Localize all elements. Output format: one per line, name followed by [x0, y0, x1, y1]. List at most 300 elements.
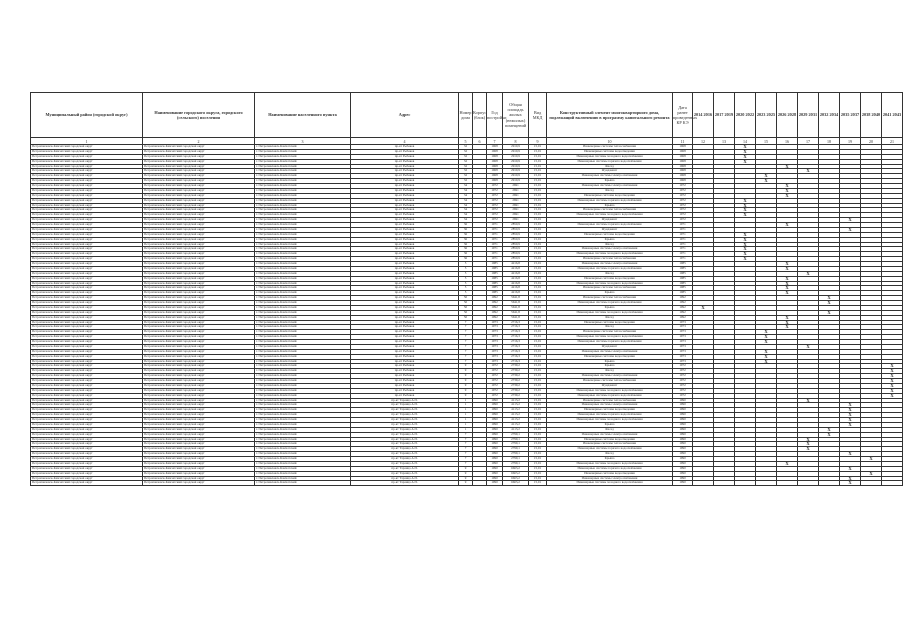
table-cell: г. Петропавловск-Камчатский	[255, 184, 351, 189]
table-cell: Петропавловск-Камчатский городской округ	[143, 252, 255, 257]
table-cell: 1990	[487, 413, 503, 418]
table-cell: 15,01	[529, 476, 547, 481]
table-cell: 1992	[673, 296, 693, 301]
period-mark: X	[735, 252, 756, 257]
period-mark: X	[777, 461, 798, 466]
table-cell: 9	[459, 364, 473, 369]
column-number: 9	[529, 138, 547, 145]
table-cell: 1985	[487, 266, 503, 271]
table-cell: Петропавловск-Камчатский городской округ	[31, 344, 143, 349]
table-cell: г. Петропавловск-Камчатский	[255, 413, 351, 418]
table-cell: Петропавловск-Камчатский городской округ	[31, 481, 143, 486]
table-cell: г. Петропавловск-Камчатский	[255, 379, 351, 384]
table-cell: Фасад	[547, 242, 673, 247]
period-mark: X	[735, 237, 756, 242]
table-cell: 1990	[487, 408, 503, 413]
table-cell: пр-кт Рыбаков	[351, 174, 459, 179]
table-cell: 2910,9	[503, 164, 529, 169]
table-cell: Петропавловск-Камчатский городской округ	[31, 257, 143, 262]
table-cell: 2799,1	[503, 457, 529, 462]
table-cell: 15,01	[529, 344, 547, 349]
table-cell: Петропавловск-Камчатский городской округ	[31, 427, 143, 432]
table-cell: 1973	[673, 359, 693, 364]
table-cell: 1985	[673, 286, 693, 291]
period-mark: X	[777, 286, 798, 291]
table-cell: Инженерные системы горячего водоснабжения	[547, 266, 673, 271]
table-cell: г. Петропавловск-Камчатский	[255, 291, 351, 296]
table-cell: 15,01	[529, 291, 547, 296]
table-cell: г. Петропавловск-Камчатский	[255, 179, 351, 184]
table-cell: 1971	[673, 242, 693, 247]
table-cell: Крыша	[547, 237, 673, 242]
period-mark: X	[882, 388, 903, 393]
table-cell: пр-кт Таранца А.П.	[351, 422, 459, 427]
table-cell: 2850,9	[503, 227, 529, 232]
table-cell: Петропавловск-Камчатский городской округ	[31, 369, 143, 374]
table-cell: Петропавловск-Камчатский городской округ	[31, 247, 143, 252]
table-cell: 1990	[487, 461, 503, 466]
table-cell: 1968	[487, 179, 503, 184]
table-cell: Инженерные системы горячего водоснабжения	[547, 340, 673, 345]
table-cell: г. Петропавловск-Камчатский	[255, 364, 351, 369]
table-cell: 7	[459, 349, 473, 354]
table-cell	[473, 481, 487, 486]
table-cell: г. Петропавловск-Камчатский	[255, 223, 351, 228]
table-cell: 2850,9	[503, 242, 529, 247]
table-cell: Петропавловск-Камчатский городской округ	[31, 422, 143, 427]
period-cell	[798, 481, 819, 486]
table-cell: Инженерные системы теплоснабжения	[547, 296, 673, 301]
table-cell: пр-кт Рыбаков	[351, 213, 459, 218]
table-cell: Петропавловск-Камчатский городской округ	[31, 374, 143, 379]
table-cell: пр-кт Рыбаков	[351, 218, 459, 223]
table-cell: 1972	[487, 369, 503, 374]
table-cell: 1972	[487, 208, 503, 213]
table-cell: Инженерные системы теплоснабжения	[547, 442, 673, 447]
table-cell: 1990	[487, 442, 503, 447]
table-cell: 2850,9	[503, 247, 529, 252]
period-mark: X	[735, 247, 756, 252]
table-cell: 15,01	[529, 442, 547, 447]
table-cell: Инженерные системы водоотведения	[547, 193, 673, 198]
table-cell: 1972	[673, 364, 693, 369]
table-cell: 15,01	[529, 159, 547, 164]
table-cell: Петропавловск-Камчатский городской округ	[143, 349, 255, 354]
table-cell: 50	[459, 296, 473, 301]
period-mark: X	[735, 213, 756, 218]
column-number: 4	[351, 138, 459, 145]
table-cell: Петропавловск-Камчатский городской округ	[31, 403, 143, 408]
table-cell: г. Петропавловск-Камчатский	[255, 281, 351, 286]
table-cell: Петропавловск-Камчатский городской округ	[31, 320, 143, 325]
column-number: 2	[143, 138, 255, 145]
table-cell: г. Петропавловск-Камчатский	[255, 427, 351, 432]
table-cell: г. Петропавловск-Камчатский	[255, 442, 351, 447]
column-header: Наименование городского округа, городского (сельского) поселения	[143, 93, 255, 138]
table-cell: 2716,3	[503, 344, 529, 349]
table-cell: г. Петропавловск-Камчатский	[255, 369, 351, 374]
table-cell: 1972	[487, 184, 503, 189]
table-cell: 7	[459, 354, 473, 359]
table-cell: г. Петропавловск-Камчатский	[255, 188, 351, 193]
table-cell: 15,01	[529, 340, 547, 345]
table-cell: г. Петропавловск-Камчатский	[255, 476, 351, 481]
table-cell: 15,01	[529, 242, 547, 247]
table-cell: Петропавловск-Камчатский городской округ	[143, 218, 255, 223]
table-cell: 36	[459, 232, 473, 237]
table-cell: Петропавловск-Камчатский городской округ	[31, 393, 143, 398]
table-cell: Петропавловск-Камчатский городской округ	[31, 296, 143, 301]
table-cell: Петропавловск-Камчатский городской округ	[31, 164, 143, 169]
table-cell: 2850,9	[503, 237, 529, 242]
table-cell: пр-кт Таранца А.П.	[351, 432, 459, 437]
table-cell: 1	[459, 422, 473, 427]
table-cell: Петропавловск-Камчатский городской округ	[143, 198, 255, 203]
table-cell: 4216,8	[503, 266, 529, 271]
column-header: Вид МКД	[529, 93, 547, 138]
period-cell	[756, 481, 777, 486]
table-cell: 2739,2	[503, 393, 529, 398]
table-cell: 1990	[673, 481, 693, 486]
period-cell	[714, 481, 735, 486]
table-cell: Петропавловск-Камчатский городской округ	[143, 481, 255, 486]
table-cell: 32	[459, 145, 473, 150]
table-cell: 15,01	[529, 266, 547, 271]
period-mark: X	[840, 481, 861, 486]
column-header: 2041 2043	[882, 93, 903, 138]
table-cell: 4216,8	[503, 262, 529, 267]
table-cell: Петропавловск-Камчатский городской округ	[143, 325, 255, 330]
table-cell: Петропавловск-Камчатский городской округ	[31, 218, 143, 223]
table-cell: 1985	[673, 281, 693, 286]
table-cell: 4113,2	[503, 403, 529, 408]
table-cell: 1985	[673, 266, 693, 271]
table-cell: 1990	[673, 457, 693, 462]
table-cell: 1973	[487, 354, 503, 359]
period-mark: X	[693, 305, 714, 310]
table-cell: 7	[459, 452, 473, 457]
table-cell: 4216,8	[503, 276, 529, 281]
table-cell: 15,01	[529, 398, 547, 403]
table-cell: 1990	[487, 427, 503, 432]
table-cell: Петропавловск-Камчатский городской округ	[143, 247, 255, 252]
table-body	[31, 145, 903, 486]
table-cell: 15,01	[529, 281, 547, 286]
table-cell: г. Петропавловск-Камчатский	[255, 305, 351, 310]
column-header: 2014 2016	[693, 93, 714, 138]
column-number: 7	[487, 138, 503, 145]
period-mark: X	[777, 262, 798, 267]
period-mark: X	[777, 184, 798, 189]
period-mark: X	[798, 442, 819, 447]
table-cell: 1971	[673, 252, 693, 257]
table-cell: 7	[459, 359, 473, 364]
table-cell: Петропавловск-Камчатский городской округ	[143, 223, 255, 228]
table-cell: 15,01	[529, 393, 547, 398]
table-cell: 15,01	[529, 188, 547, 193]
table-cell: пр-кт Рыбаков	[351, 262, 459, 267]
table-cell: Инженерные системы электроснабжения	[547, 184, 673, 189]
table-cell: Петропавловск-Камчатский городской округ	[143, 266, 255, 271]
table-cell: 15,01	[529, 310, 547, 315]
table-cell: 2691	[503, 198, 529, 203]
column-number: 3	[255, 138, 351, 145]
table-cell: 15,01	[529, 179, 547, 184]
table-cell: 1971	[487, 242, 503, 247]
table-cell: пр-кт Рыбаков	[351, 286, 459, 291]
period-mark: X	[861, 457, 882, 462]
table-cell: 7	[459, 437, 473, 442]
period-mark: X	[840, 422, 861, 427]
period-mark: X	[735, 203, 756, 208]
table-cell: Инженерные системы электроснабжения	[547, 403, 673, 408]
table-cell: пр-кт Рыбаков	[351, 340, 459, 345]
table-cell: 1971	[487, 257, 503, 262]
period-mark: X	[819, 432, 840, 437]
table-cell: 5	[459, 281, 473, 286]
table-cell: 15,01	[529, 262, 547, 267]
table-cell: 1	[459, 398, 473, 403]
table-cell: 1985	[487, 271, 503, 276]
table-cell: 2850,9	[503, 232, 529, 237]
table-cell: Инженерные системы электроснабжения	[547, 476, 673, 481]
table-cell: Инженерные системы теплоснабжения	[547, 330, 673, 335]
table-cell: 1973	[487, 340, 503, 345]
table-cell: 9	[459, 476, 473, 481]
table-cell: 36	[459, 227, 473, 232]
period-mark: X	[777, 325, 798, 330]
table-cell: Петропавловск-Камчатский городской округ	[31, 418, 143, 423]
table-cell: 1972	[487, 374, 503, 379]
table-cell: 1972	[673, 198, 693, 203]
table-cell: Петропавловск-Камчатский городской округ	[143, 403, 255, 408]
table-cell: Петропавловск-Камчатский городской округ	[143, 276, 255, 281]
table-cell: Фасад	[547, 164, 673, 169]
table-cell: пр-кт Рыбаков	[351, 159, 459, 164]
period-mark: X	[798, 398, 819, 403]
table-cell: 9	[459, 393, 473, 398]
table-cell: Инженерные системы холодного водоснабжения	[547, 461, 673, 466]
table-cell: пр-кт Таранца А.П.	[351, 457, 459, 462]
table-cell: 2739,2	[503, 369, 529, 374]
table-cell: Инженерные системы теплоснабжения	[547, 208, 673, 213]
table-cell: 7	[459, 461, 473, 466]
table-cell: Крыша	[547, 179, 673, 184]
column-number: 19	[840, 138, 861, 145]
table-cell: г. Петропавловск-Камчатский	[255, 388, 351, 393]
table-cell: Петропавловск-Камчатский городской округ	[31, 457, 143, 462]
table-cell: 1972	[673, 374, 693, 379]
table-cell: г. Петропавловск-Камчатский	[255, 242, 351, 247]
table-cell: Петропавловск-Камчатский городской округ	[143, 344, 255, 349]
table-cell: пр-кт Рыбаков	[351, 383, 459, 388]
table-cell: 2716,3	[503, 354, 529, 359]
period-mark: X	[861, 471, 882, 476]
table-cell: Петропавловск-Камчатский городской округ	[31, 335, 143, 340]
table-cell: 15,01	[529, 198, 547, 203]
table-cell: г. Петропавловск-Камчатский	[255, 325, 351, 330]
table-cell: 1968	[673, 169, 693, 174]
table-cell: Петропавловск-Камчатский городской округ	[31, 408, 143, 413]
table-cell: Петропавловск-Камчатский городской округ	[143, 466, 255, 471]
table-cell: 34	[459, 213, 473, 218]
table-cell: 15,01	[529, 232, 547, 237]
table-cell: 32	[459, 174, 473, 179]
table-cell: г. Петропавловск-Камчатский	[255, 301, 351, 306]
table-cell: 1990	[673, 476, 693, 481]
table-cell: 1972	[673, 208, 693, 213]
table-cell: 15,01	[529, 286, 547, 291]
table-cell: Инженерные системы горячего водоснабжения	[547, 301, 673, 306]
table-cell: г. Петропавловск-Камчатский	[255, 286, 351, 291]
table-cell: 15,01	[529, 452, 547, 457]
period-mark: X	[735, 159, 756, 164]
table-cell: 5	[459, 276, 473, 281]
table-cell: 15,01	[529, 418, 547, 423]
table-cell: Петропавловск-Камчатский городской округ	[31, 310, 143, 315]
table-cell: пр-кт Рыбаков	[351, 393, 459, 398]
table-cell: Петропавловск-Камчатский городской округ	[31, 237, 143, 242]
table-cell: пр-кт Рыбаков	[351, 203, 459, 208]
table-cell: 32	[459, 179, 473, 184]
table-cell: 34	[459, 218, 473, 223]
table-cell: 1990	[487, 418, 503, 423]
table-cell: Петропавловск-Камчатский городской округ	[143, 159, 255, 164]
table-cell: 1971	[673, 247, 693, 252]
table-cell: Фасад	[547, 369, 673, 374]
table-cell: г. Петропавловск-Камчатский	[255, 432, 351, 437]
table-cell: Петропавловск-Камчатский городской округ	[31, 452, 143, 457]
table-cell: 1971	[673, 237, 693, 242]
table-cell: Крыша	[547, 422, 673, 427]
table-cell: Петропавловск-Камчатский городской округ	[143, 227, 255, 232]
table-cell: 32	[459, 159, 473, 164]
table-cell: пр-кт Рыбаков	[351, 198, 459, 203]
table-cell: 15,01	[529, 383, 547, 388]
table-cell: 15,01	[529, 257, 547, 262]
table-cell: пр-кт Рыбаков	[351, 364, 459, 369]
table-cell: 2910,9	[503, 145, 529, 150]
table-cell: г. Петропавловск-Камчатский	[255, 159, 351, 164]
table-cell: Петропавловск-Камчатский городской округ	[31, 149, 143, 154]
table-cell: 2691	[503, 193, 529, 198]
table-cell: 2799,1	[503, 452, 529, 457]
table-cell: г. Петропавловск-Камчатский	[255, 208, 351, 213]
table-cell: Петропавловск-Камчатский городской округ	[143, 145, 255, 150]
period-mark: X	[882, 383, 903, 388]
table-cell: пр-кт Рыбаков	[351, 227, 459, 232]
table-cell: г. Петропавловск-Камчатский	[255, 296, 351, 301]
period-mark: X	[756, 340, 777, 345]
table-cell: 5641,8	[503, 315, 529, 320]
column-number: 15	[756, 138, 777, 145]
table-cell: Петропавловск-Камчатский городской округ	[143, 476, 255, 481]
table-cell: 15,01	[529, 330, 547, 335]
table-cell: пр-кт Рыбаков	[351, 208, 459, 213]
table-cell: Петропавловск-Камчатский городской округ	[31, 184, 143, 189]
table-cell: Инженерные системы холодного водоснабжения	[547, 252, 673, 257]
table-cell: 1972	[487, 203, 503, 208]
table-cell: 7	[459, 447, 473, 452]
period-mark: X	[840, 418, 861, 423]
table-cell: пр-кт Рыбаков	[351, 315, 459, 320]
column-number: 20	[861, 138, 882, 145]
table-cell: 1971	[673, 223, 693, 228]
table-cell: Петропавловск-Камчатский городской округ	[143, 335, 255, 340]
table-cell: Петропавловск-Камчатский городской округ	[143, 340, 255, 345]
table-cell: Петропавловск-Камчатский городской округ	[143, 203, 255, 208]
period-mark: X	[777, 164, 798, 169]
table-cell: 1973	[487, 349, 503, 354]
table-cell: Инженерные системы теплоснабжения	[547, 379, 673, 384]
table-cell: Инженерные системы водоотведения	[547, 232, 673, 237]
table-cell: Петропавловск-Камчатский городской округ	[143, 359, 255, 364]
table-cell: г. Петропавловск-Камчатский	[255, 452, 351, 457]
table-cell: пр-кт Рыбаков	[351, 237, 459, 242]
table-cell: г. Петропавловск-Камчатский	[255, 466, 351, 471]
table-cell: Петропавловск-Камчатский городской округ	[143, 286, 255, 291]
table-cell: пр-кт Рыбаков	[351, 242, 459, 247]
table-cell: 36	[459, 242, 473, 247]
table-cell: Петропавловск-Камчатский городской округ	[143, 413, 255, 418]
table-cell: 1971	[487, 223, 503, 228]
period-mark: X	[840, 466, 861, 471]
table-cell: 1990	[487, 476, 503, 481]
table-cell: Петропавловск-Камчатский городской округ	[31, 432, 143, 437]
table-cell: Петропавловск-Камчатский городской округ	[143, 418, 255, 423]
period-mark: X	[756, 179, 777, 184]
table-cell: Петропавловск-Камчатский городской округ	[143, 408, 255, 413]
table-cell: пр-кт Рыбаков	[351, 354, 459, 359]
table-cell: 1972	[673, 213, 693, 218]
table-cell: Инженерные системы электроснабжения	[547, 262, 673, 267]
table-cell: Инженерные системы холодного водоснабжения	[547, 310, 673, 315]
table-cell: Петропавловск-Камчатский городской округ	[143, 184, 255, 189]
period-mark: X	[798, 271, 819, 276]
table-cell: 7	[459, 344, 473, 349]
table-cell: 1971	[487, 237, 503, 242]
table-cell: Петропавловск-Камчатский городской округ	[143, 398, 255, 403]
period-mark: X	[840, 403, 861, 408]
table-cell: Петропавловск-Камчатский городской округ	[143, 301, 255, 306]
table-cell: 1973	[673, 330, 693, 335]
column-header: 2023 2025	[756, 93, 777, 138]
table-cell: пр-кт Рыбаков	[351, 188, 459, 193]
table-cell: пр-кт Рыбаков	[351, 335, 459, 340]
table-cell: пр-кт Рыбаков	[351, 169, 459, 174]
column-header: 2032 2034	[819, 93, 840, 138]
table-cell: Петропавловск-Камчатский городской округ	[143, 393, 255, 398]
table-cell: 1973	[487, 344, 503, 349]
period-mark: X	[840, 408, 861, 413]
period-mark: X	[840, 413, 861, 418]
table-cell: Инженерные системы водоотведения	[547, 408, 673, 413]
table-cell: 1	[459, 408, 473, 413]
table-cell: 2799,1	[503, 437, 529, 442]
table-cell: г. Петропавловск-Камчатский	[255, 374, 351, 379]
table-cell: 2799,1	[503, 447, 529, 452]
table-cell: г. Петропавловск-Камчатский	[255, 232, 351, 237]
table-cell: 2716,3	[503, 320, 529, 325]
table-cell: 1985	[487, 262, 503, 267]
table-cell: 1990	[487, 403, 503, 408]
table-cell: Петропавловск-Камчатский городской округ	[31, 213, 143, 218]
period-mark: X	[777, 276, 798, 281]
table-cell: 1972	[673, 369, 693, 374]
table-cell: Петропавловск-Камчатский городской округ	[31, 223, 143, 228]
table-cell: 1985	[673, 271, 693, 276]
period-mark: X	[756, 349, 777, 354]
